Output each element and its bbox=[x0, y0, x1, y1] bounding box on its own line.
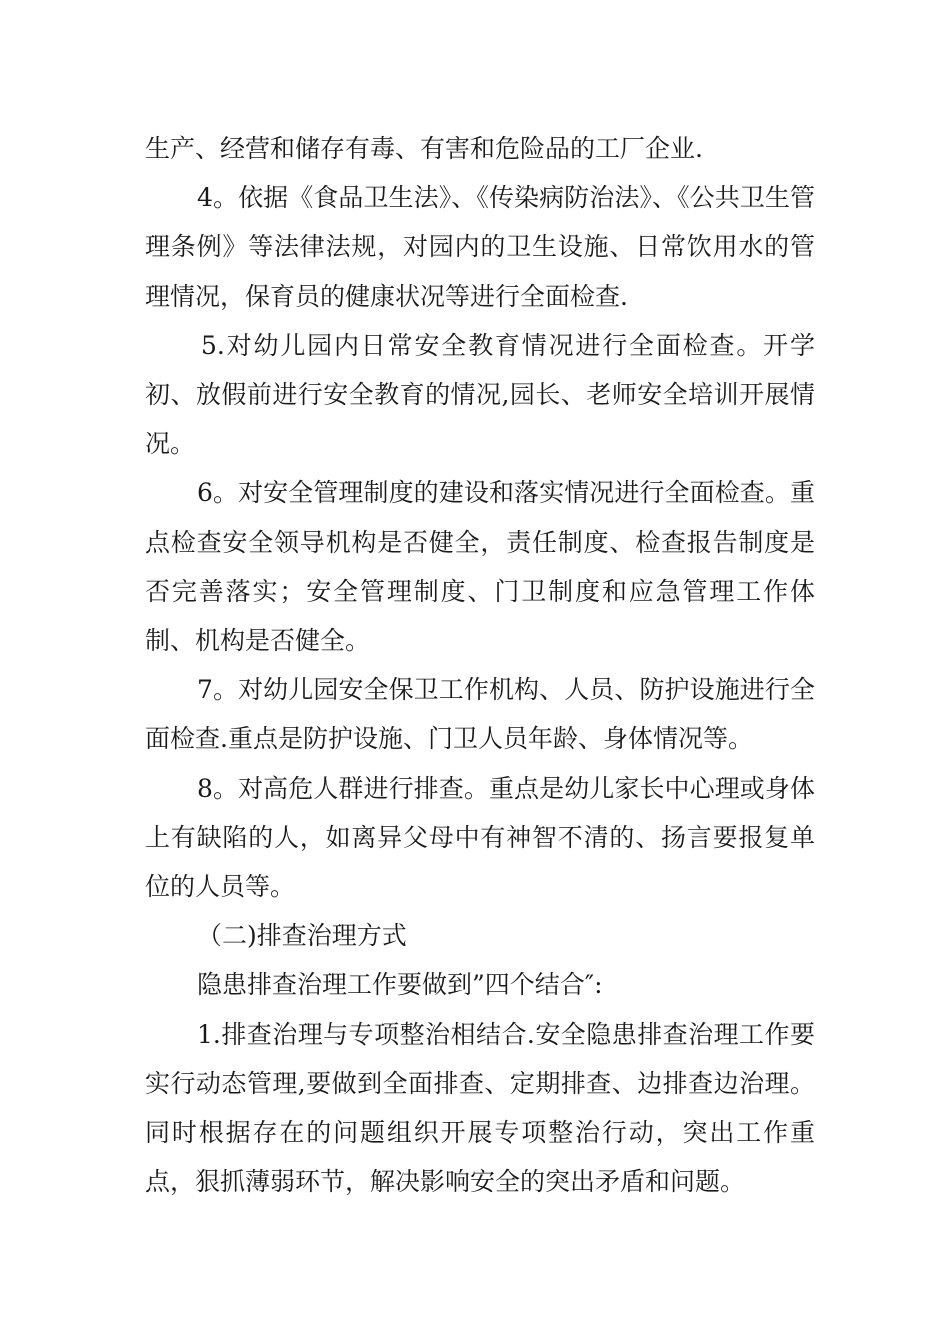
paragraph-item-6: 6。对安全管理制度的建设和落实情况进行全面检查。重点检查安全领导机构是否健全，责任制度、检查报告制度是否完善落实；安全管理制度、门卫制度和应急管理工作体制、机构是否健全。 bbox=[145, 478, 815, 656]
paragraph-continuation: 生产、经营和储存有毒、有害和危险品的工厂企业. bbox=[145, 134, 703, 163]
paragraph-combination-1: 1.排查治理与专项整治相结合.安全隐患排查治理工作要实行动态管理,要做到全面排查、定期排查、边排查边治理。同时根据存在的问题组织开展专项整治行动，突出工作重点，狠抓薄弱环节，解决影响安全的突出矛盾和问题。 bbox=[145, 1019, 815, 1197]
section-heading-method: （二)排查治理方式 bbox=[197, 921, 407, 951]
paragraph-item-5: 5.对幼儿园内日常安全教育情况进行全面检查。开学初、放假前进行安全教育的情况,园长、老师安全培训开展情况。 bbox=[145, 330, 815, 459]
paragraph-item-7: 7。对幼儿园安全保卫工作机构、人员、防护设施进行全面检查.重点是防护设施、门卫人员年龄、身体情况等。 bbox=[145, 675, 815, 754]
document-body bbox=[145, 124, 815, 1206]
paragraph-item-4: 4。依据《食品卫生法》、《传染病防治法》、《公共卫生管理条例》等法律法规，对园内的卫生设施、日常饮用水的管理情况，保育员的健康状况等进行全面检查. bbox=[145, 183, 815, 311]
paragraph-item-8: 8。对高危人群进行排查。重点是幼儿家长中心理或身体上有缺陷的人，如离异父母中有神智不清的、扬言要报复单位的人员等。 bbox=[145, 773, 815, 902]
paragraph-four-combinations: 隐患排查治理工作要做到”四个结合″: bbox=[197, 970, 603, 1000]
